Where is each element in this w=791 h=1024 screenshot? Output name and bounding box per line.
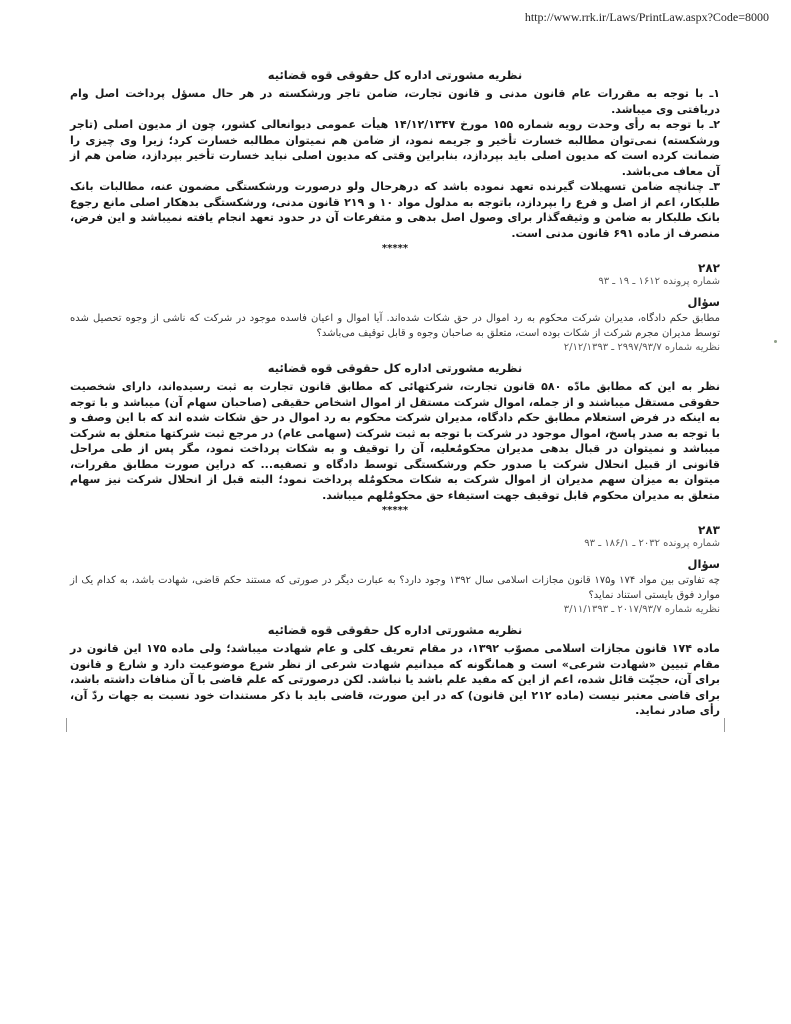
- item-number: ۲۸۳: [698, 523, 720, 537]
- question-text: مطابق حکم دادگاه، مدیران شرکت محکوم به رد اموال در حق شکات شده‌اند. آیا اموال و اعیان فاسده موجود در شرکت که ناشی از وجوه تحصیل شده توسط مدیران مجرم شرکت از شکات بوده است، متعلق به صاحبان وجوه و قابل توقیف می‌باشد؟: [70, 313, 720, 339]
- question-text: چه تفاوتی بین مواد ۱۷۴ و۱۷۵ قانون مجازات اسلامی سال ۱۳۹۲ وجود دارد؟ به عبارت دیگر در صورتی که مستند حکم قاضی، شهادت باشد، به کدام یک از موارد فوق بایستی استناد نماید؟: [70, 575, 720, 601]
- opinion-paragraph-1: ۱ـ با توجه به مقررات عام قانون مدنی و قانون تجارت، ضامن تاجر ورشکسته در هر حال مسؤل پرداخت اصل وام دریافتی وی میباشد.: [70, 87, 720, 116]
- separator-stars: *****: [381, 505, 409, 516]
- opinion-number: نظریه شماره ۲۹۹۷/۹۳/۷ ـ ۲/۱۲/۱۳۹۳: [563, 342, 720, 353]
- opinion-heading: نظریه مشورتی اداره کل حقوقی قوه قضائیه: [267, 623, 523, 637]
- file-row: [70, 275, 720, 289]
- separator-stars: *****: [381, 243, 409, 254]
- page-url: http://www.rrk.ir/Laws/PrintLaw.aspx?Code=8000: [524, 10, 769, 24]
- opinion-block-1: [70, 68, 720, 255]
- file-number: شماره پرونده ۱۶۱۲ ـ ۱۹ ـ ۹۳: [598, 276, 720, 287]
- opinion-number-row: [70, 341, 720, 355]
- scan-corner-left: [66, 718, 75, 732]
- question-label: سؤال: [687, 295, 720, 309]
- document-body: [70, 68, 720, 719]
- file-number: شماره پرونده ۲۰۳۲ ـ ۱۸۶/۱ ـ ۹۳: [584, 538, 720, 549]
- opinion-heading: نظریه مشورتی اداره کل حقوقی قوه قضائیه: [267, 361, 523, 375]
- opinion-paragraph-2: ۲ـ با توجه به رأی وحدت رویه شماره ۱۵۵ مورخ ۱۴/۱۲/۱۳۴۷ هیأت عمومی دیوانعالی کشور، چون از مدیون اصلی (تاجر ورشکسته) نمی‌توان مطالبه خسارت تأخیر و جریمه نمود، از ضامن هم نمیتوان مطالبه خسارت کرد؛ زیرا وی چیزی را ضمانت کرده است که مدیون اصلی باید بپردازد، بنابراین وقتی که مدیون اصلی نباید خسارت تأخیر بپردازد، ضامن هم از آن معاف می‌باشد.: [70, 118, 720, 178]
- answer-text: ماده ۱۷۴ قانون مجازات اسلامی مصوّب ۱۳۹۲، در مقام تعریف کلی و عام شهادت میباشد؛ ولی ماده ۱۷۵ این قانون در مقام تبیین «شهادت شرعی» است و همانگونه که میدانیم شهادت شرعی از نظر شرع موضوعیت دارد و شارع و قانون برای آن، حجیّت قائل شده، اعم از این که مفید علم باشد یا نباشد. لکن درصورتی که علم قاضی با آن منافات داشته باشد، برای قاضی معتبر نیست (ماده ۲۱۲ این قانون) که در این صورت، قاضی باید با ذکر مستندات خود نسبت به جهات ردّ آن، رأی صادر نماید.: [70, 642, 720, 717]
- item-number: ۲۸۲: [698, 261, 720, 275]
- item-282: [70, 261, 720, 517]
- opinion-number: نظریه شماره ۲۰۱۷/۹۳/۷ ـ ۳/۱۱/۱۳۹۳: [563, 604, 720, 615]
- opinion-number-row: [70, 603, 720, 617]
- answer-text: نظر به این که مطابق مادّه ۵۸۰ قانون تجارت، شرکتهائی که مطابق قانون تجارت به ثبت رسیده‌اند، دارای شخصیت حقوقی مستقل میباشند و از جمله، اموال شرکت مستقل از اموال اشخاص حقیقی (صاحبان سهام آن) میباشد و با توجه به اینکه در فرض استعلام مطابق حکم دادگاه، مدیران شرکت محکوم به رد اموال در حق شکات شده اند که با این وصف و با توجه به صدر پاسخ، اموال موجود در شرکت با توجه به ثبت شرکت (سهامی عام) در مرجع ثبت شرکتها متعلق به شرکت میباشد و نمیتوان در قبال بدهی مدیران محکومٌعلیه، آن را توقیف و به شکات پرداخت نمود، مگر پس از طی مراحل قانونی از قبیل انحلال شرکت یا صدور حکم ورشکستگی توسط دادگاه و تصفیه... که دراین صورت مطابق مقررات، میتوان به میزان سهم مدیران از اموال شرکت به شکات محکومٌله پرداخت نمود؛ البته قبل از انحلال شرکت نیز سهام متعلق به مدیران محکوم قابل توقیف جهت استیفاء حق محکومٌلهم میباشد.: [70, 380, 720, 502]
- opinion-paragraph-3: ۳ـ چنانچه ضامن تسهیلات گیرنده تعهد نموده باشد که درهرحال ولو درصورت ورشکستگی مضمون عنه، مطالبات بانک طلبکار، اعم از اصل و فرع را بپردازد، باتوجه به مدلول مواد ۱۰ و ۲۱۹ قانون مدنی، ورشکستگی بدهکار اصلی مانع رجوع بانک طلبکار به ضامن و وثیقه‌گذار برای وصول اصل بدهی و متفرعات آن در حدود تعهد انجام یافته نمیباشد و این فرض، منصرف از ماده ۶۹۱ قانون مدنی است.: [70, 180, 721, 240]
- scan-corner-right: [716, 718, 725, 732]
- item-283: [70, 523, 720, 719]
- scan-dot: [774, 340, 777, 343]
- file-row: [70, 537, 720, 551]
- opinion-heading: نظریه مشورتی اداره کل حقوقی قوه قضائیه: [267, 68, 523, 82]
- question-label: سؤال: [687, 557, 720, 571]
